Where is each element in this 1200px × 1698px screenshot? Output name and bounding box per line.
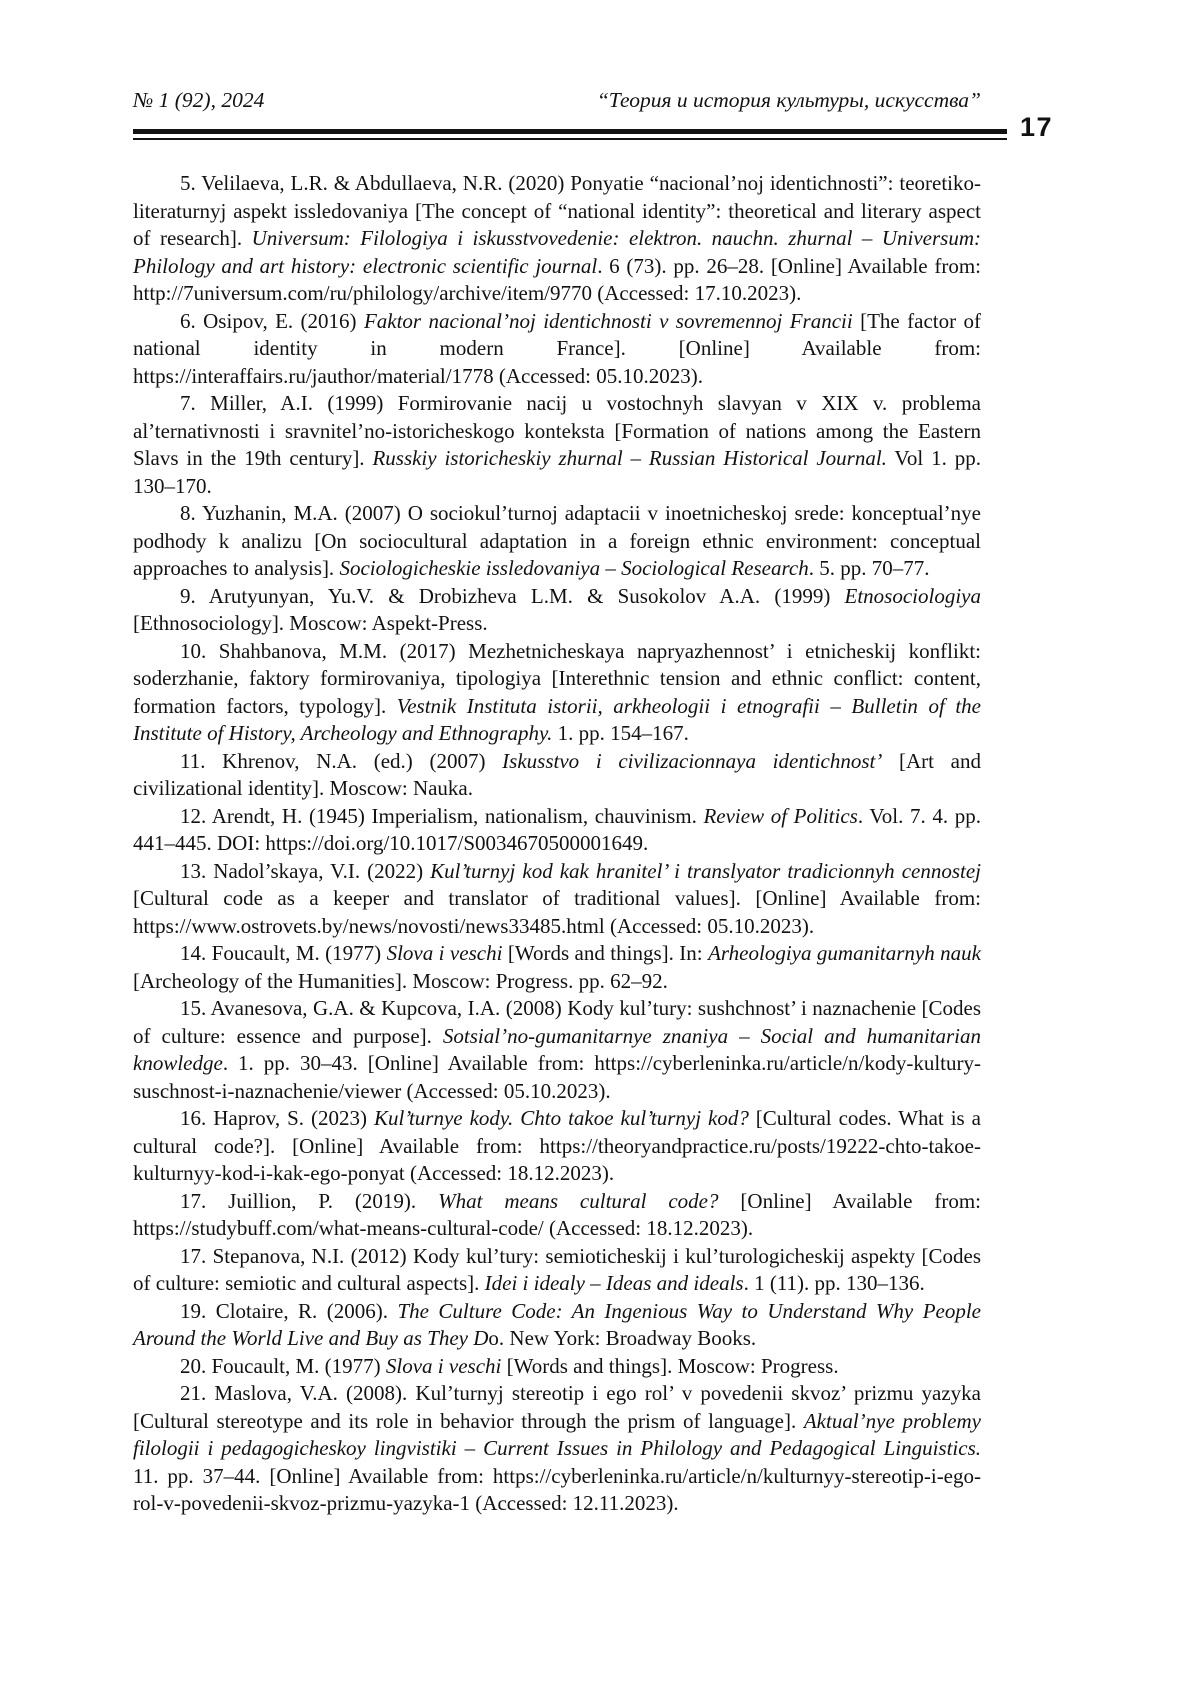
reference-text: . 5. pp. 70–77. xyxy=(808,556,930,580)
references-list xyxy=(133,170,981,1518)
reference-text: [Words and things]. Moscow: Progress. xyxy=(501,1353,839,1378)
reference-text: 21. Maslova, V.A. (2008). Kul’turnyj stereotip i ego rol’ v povedenii skvoz’ prizmu yazyka [Cultural stereotype and its role in behavior through the prism of language]. xyxy=(133,1381,981,1433)
reference-text: . 6 (73). pp. 26–28. [Online] Available from: http://7universum.com/ru/philology/archive/item/9770 (Accessed: 17.10.2023). xyxy=(133,253,981,305)
reference-title-italic: Sociologicheskie issledovaniya – Sociological Research xyxy=(339,556,809,580)
reference-item xyxy=(133,500,981,583)
reference-title-italic: Sotsial’no-gumanitarnye znaniya – Social and humanitarian knowledge xyxy=(133,1023,981,1075)
reference-title-italic: Aktual’nye problemy filologii i pedagogicheskoy lingvistiki – Current Issues in Philology and Pedagogical Linguistics. xyxy=(133,1408,981,1460)
reference-text: [Cultural code as a keeper and translator of traditional values]. [Online] Available from: https://www.ostrovets.by/news/novosti/news33485.html (Accessed: 05.10.2023). xyxy=(133,886,981,938)
reference-item xyxy=(133,1380,981,1518)
reference-title-italic: Universum: Filologiya i iskusstvovedenie: elektron. nauchn. zhurnal – Universum: Philology and art history: electronic scientific journal xyxy=(133,226,982,278)
reference-title-italic: Etnosociologiya xyxy=(844,583,981,608)
reference-text: [The factor of national identity in modern France]. [Online] Available from: https://interaffairs.ru/jauthor/material/1778 (Accessed: 05.10.2023). xyxy=(133,308,981,388)
reference-item xyxy=(133,1243,981,1298)
reference-title-italic: Kul’turnye kody. Chto takoe kul’turnyj kod? xyxy=(373,1106,749,1130)
reference-item xyxy=(133,940,981,995)
reference-title-italic: Arheologiya gumanitarnyh nauk xyxy=(708,941,981,965)
header-rule-thick xyxy=(133,129,1007,134)
reference-text: [Words and things]. In: xyxy=(502,941,709,965)
reference-text: 13. Nadol’skaya, V.I. (2022) xyxy=(180,858,431,883)
reference-title-italic: Kul’turnyj kod kak hranitel’ i translyator tradicionnyh cennostej xyxy=(430,858,982,883)
reference-title-italic: The Culture Code: An Ingenious Way to Understand Why People Around the World Live and Buy as They D xyxy=(133,1298,982,1350)
reference-text: 17. Juillion, P. (2019). xyxy=(180,1188,439,1213)
reference-item xyxy=(133,803,981,858)
reference-text: 7. Miller, A.I. (1999) Formirovanie nacij u vostochnyh slavyan v XIX v. problema al’ternativnosti i sravnitel’no-istoricheskogo konteksta [Formation of nations among the Eastern Slavs in the 19th century]. xyxy=(133,391,981,470)
reference-text: 12. Arendt, H. (1945) Imperialism, nationalism, chauvinism. xyxy=(180,803,704,828)
reference-text: . 1. pp. 30–43. [Online] Available from: https://cyberleninka.ru/article/n/kody-kultury-suschnost-i-naznachenie/viewer (Accessed: 05.10.2023). xyxy=(133,1051,981,1103)
reference-item xyxy=(133,1188,981,1243)
reference-text: 15. Avanesova, G.A. & Kupcova, I.A. (2008) Kody kul’tury: sushchnost’ i naznachenie [Codes of culture: essence and purpose]. xyxy=(133,996,981,1048)
reference-item xyxy=(133,390,981,500)
reference-text: [Archeology of the Humanities]. Moscow: Progress. pp. 62–92. xyxy=(133,968,668,993)
reference-text: 10. Shahbanova, M.M. (2017) Mezhetnicheskaya napryazhennost’ i etnicheskij konflikt: soderzhanie, faktory formirovaniya, tipologiya [Interethnic tension and ethnic conflict: content, formation factors, typology]. xyxy=(133,638,981,718)
reference-text: 20. Foucault, M. (1977) xyxy=(180,1353,386,1378)
page-header xyxy=(133,88,981,113)
reference-text: 14. Foucault, M. (1977) xyxy=(180,941,387,965)
reference-item xyxy=(133,1353,981,1381)
reference-item xyxy=(133,995,981,1105)
journal-title: “Теория и история культуры, искусства” xyxy=(596,88,981,112)
reference-text: 9. Arutyunyan, Yu.V. & Drobizheva L.M. & Susokolov A.A. (1999) xyxy=(180,583,845,608)
reference-title-italic: Iskusstvo i civilizacionnaya identichnost’ xyxy=(502,748,883,773)
reference-item xyxy=(133,748,981,803)
reference-title-italic: Idei i idealy – Ideas and ideals xyxy=(484,1271,744,1295)
reference-title-italic: Slova i veschi xyxy=(385,1353,502,1378)
reference-title-italic: Review of Politics xyxy=(703,803,858,828)
reference-text: 19. Clotaire, R. (2006). xyxy=(180,1298,398,1323)
reference-title-italic: Faktor nacional’noj identichnosti v sovremennoj Francii xyxy=(363,308,853,333)
reference-item xyxy=(133,1105,981,1188)
reference-item xyxy=(133,170,981,308)
reference-text: 11. Khrenov, N.A. (ed.) (2007) xyxy=(180,748,503,773)
reference-text: [Ethnosociology]. Moscow: Aspekt-Press. xyxy=(133,611,488,635)
reference-text: [Online] Available from: https://studybuff.com/what-means-cultural-code/ (Accessed: 18.12.2023). xyxy=(133,1188,981,1240)
reference-text: 6. Osipov, E. (2016) xyxy=(180,308,364,333)
page-number: 17 xyxy=(1020,112,1054,142)
reference-text: 16. Haprov, S. (2023) xyxy=(180,1106,374,1130)
reference-item xyxy=(133,1298,981,1353)
reference-text: 5. Velilaeva, L.R. & Abdullaeva, N.R. (2020) Ponyatie “nacional’noj identichnosti”: teoretiko-literaturnyj aspekt issledovaniya [The concept of “national identity”: theoretical and literary aspect of research]. xyxy=(133,171,981,250)
reference-text: [Art and civilizational identity]. Moscow: Nauka. xyxy=(133,748,981,800)
header-rule-thin xyxy=(133,138,1007,140)
reference-text: . Vol. 7. 4. pp. 441–445. DOI: https://doi.org/10.1017/S0034670500001649. xyxy=(133,803,981,855)
reference-text: . 1 (11). pp. 130–136. xyxy=(743,1271,925,1295)
reference-text: o. New York: Broadway Books. xyxy=(488,1326,757,1350)
reference-item xyxy=(133,583,981,638)
reference-title-italic: Vestnik Instituta istorii, arkheologii i etnografii – Bulletin of the Institute of History, Archeology and Ethnography. xyxy=(133,693,981,745)
reference-item xyxy=(133,308,981,391)
reference-text: [Cultural codes. What is a cultural code?]. [Online] Available from: https://theoryandpractice.ru/posts/19222-chto-takoe-kulturnyy-kod-i-kak-ego-ponyat (Accessed: 18.12.2023). xyxy=(133,1106,982,1185)
reference-text: Vol 1. pp. 130–170. xyxy=(133,446,981,498)
reference-item xyxy=(133,858,981,941)
reference-text: 8. Yuzhanin, M.A. (2007) O sociokul’turnoj adaptacii v inoetnicheskoj srede: konceptual’nye podhody k analizu [On sociocultural adaptation in a foreign ethnic environment: conceptual approaches to analysis]. xyxy=(133,501,981,580)
reference-title-italic: What means cultural code? xyxy=(438,1188,719,1213)
journal-issue: № 1 (92), 2024 xyxy=(133,88,265,112)
reference-text: 17. Stepanova, N.I. (2012) Kody kul’tury: semioticheskij i kul’turologicheskij aspekty [Codes of culture: semiotic and cultural aspects]. xyxy=(133,1243,981,1295)
reference-title-italic: Slova i veschi xyxy=(386,941,503,965)
reference-text: 11. pp. 37–44. [Online] Available from: https://cyberleninka.ru/article/n/kulturnyy-stereotip-i-ego-rol-v-povedenii-skvoz-prizmu-yazyka-1 (Accessed: 12.11.2023). xyxy=(133,1463,981,1515)
reference-text: 1. pp. 154–167. xyxy=(552,721,689,745)
reference-title-italic: Russkiy istoricheskiy zhurnal – Russian Historical Journal. xyxy=(372,446,887,470)
reference-item xyxy=(133,638,981,748)
